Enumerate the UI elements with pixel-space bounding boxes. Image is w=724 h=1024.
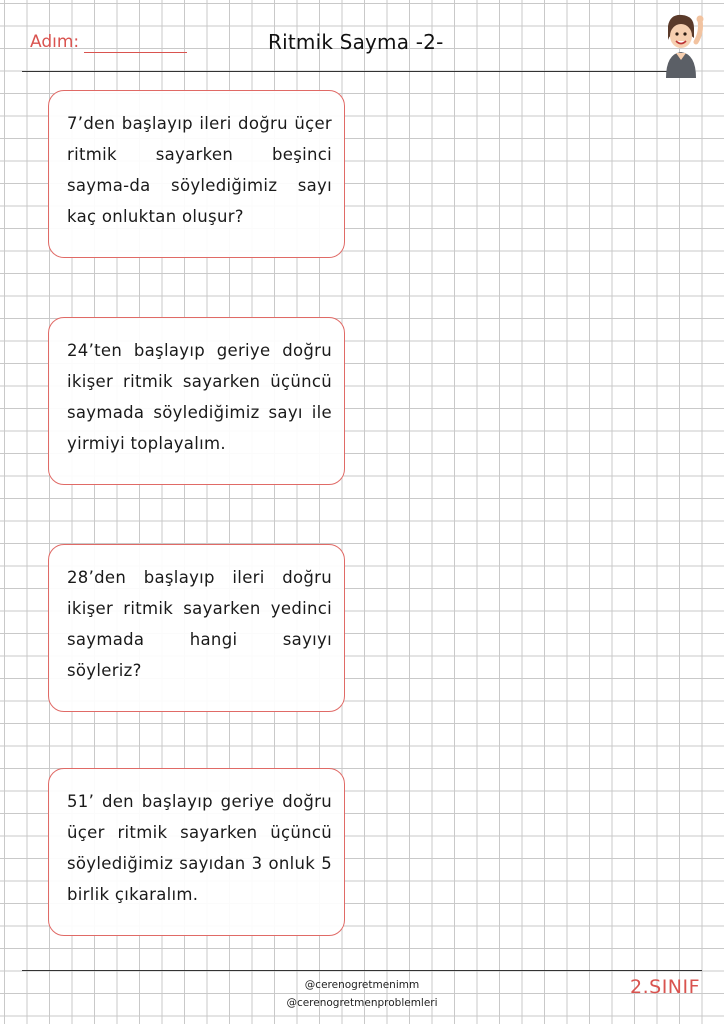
- question-card-1: [48, 90, 345, 258]
- name-label: Adım:: [30, 32, 80, 52]
- header: [0, 0, 724, 76]
- footer-handle-primary: @cerenogretmenimm: [304, 979, 420, 991]
- grade-label: 2.SINIF: [630, 976, 701, 998]
- question-text: 28’den başlayıp ileri doğru ikişer ritmik sayarken yedinci saymada hangi sayıyı söyleriz?: [67, 568, 332, 680]
- question-text: 7’den başlayıp ileri doğru üçer ritmik sayarken beşinci sayma-da söylediğimiz sayı kaç onluktan oluşur?: [67, 114, 332, 226]
- header-divider: [22, 71, 670, 72]
- question-card-3: [48, 544, 345, 712]
- question-text: 51’ den başlayıp geriye doğru üçer ritmik sayarken üçüncü söylediğimiz sayıdan 3 onluk 5 birlik çıkaralım.: [67, 792, 332, 904]
- name-write-line: [84, 52, 187, 53]
- question-card-4: [48, 768, 345, 936]
- footer-handle-secondary: @cerenogretmenproblemleri: [286, 997, 438, 1009]
- question-text: 24’ten başlayıp geriye doğru ikişer ritmik sayarken üçüncü saymada söylediğimiz sayı ile yirmiyi toplayalım.: [67, 341, 332, 453]
- page-title: Ritmik Sayma -2-: [268, 30, 444, 54]
- question-card-2: [48, 317, 345, 485]
- cartoon-girl-avatar-icon: [656, 12, 706, 78]
- footer-divider: [22, 970, 702, 971]
